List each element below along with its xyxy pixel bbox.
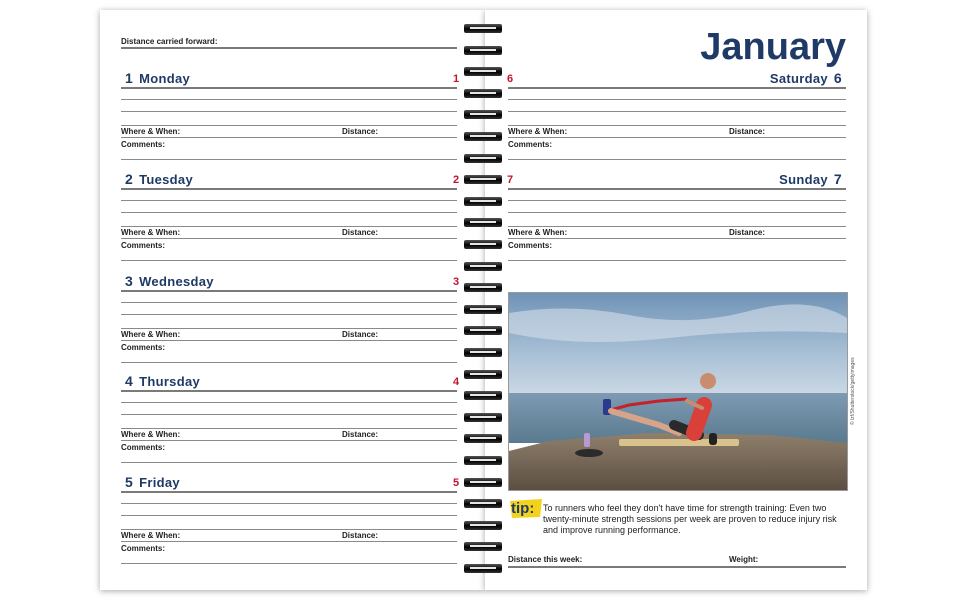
- day-name: Saturday: [769, 71, 828, 86]
- writing-line: [508, 188, 846, 190]
- exercise-photo: [508, 292, 848, 491]
- spiral-coil: [462, 132, 504, 141]
- spiral-binding: [462, 18, 504, 578]
- day-number: 6: [833, 70, 842, 86]
- where-when-line: [121, 137, 457, 138]
- month-title: January: [700, 26, 846, 68]
- day-number: 7: [833, 171, 842, 187]
- tip-badge-label: tip:: [511, 500, 535, 517]
- writing-line: [121, 87, 457, 89]
- day-margin-number: 1: [453, 73, 460, 85]
- exercise-photo-image: [509, 293, 847, 490]
- where-when-label: Where & When:: [121, 430, 181, 439]
- writing-line: [121, 188, 457, 190]
- tip-badge: [508, 499, 542, 517]
- day-margin-number: 6: [507, 73, 514, 85]
- day-name: Tuesday: [139, 172, 193, 187]
- coil-gap: [470, 113, 496, 115]
- spiral-coil: [462, 478, 504, 487]
- writing-line: [121, 125, 457, 126]
- writing-line: [508, 212, 846, 213]
- writing-line: [121, 212, 457, 213]
- writing-line: [121, 362, 457, 363]
- coil-gap: [470, 459, 496, 461]
- coil-gap: [470, 200, 496, 202]
- day-margin-number: 3: [453, 276, 460, 288]
- day-number: 2: [125, 171, 134, 187]
- spiral-coil: [462, 240, 504, 249]
- coil-gap: [470, 178, 496, 180]
- weight-label: Weight:: [729, 555, 759, 564]
- writing-line: [121, 529, 457, 530]
- writing-line: [508, 226, 846, 227]
- coil-gap: [470, 416, 496, 418]
- coil-gap: [470, 373, 496, 375]
- spiral-coil: [462, 89, 504, 98]
- coil-gap: [470, 27, 496, 29]
- coil-gap: [470, 481, 496, 483]
- spiral-coil: [462, 564, 504, 573]
- distance-label: Distance:: [342, 228, 379, 237]
- where-when-label: Where & When:: [508, 127, 568, 136]
- coil-gap: [470, 265, 496, 267]
- distance-label: Distance:: [729, 228, 766, 237]
- where-when-line: [121, 541, 457, 542]
- day-name: Monday: [139, 71, 191, 86]
- spiral-coil: [462, 521, 504, 530]
- writing-line: [508, 99, 846, 100]
- day-title-sunday: [642, 171, 842, 187]
- day-number: 4: [125, 373, 134, 389]
- distance-label: Distance:: [342, 127, 379, 136]
- writing-line: [508, 87, 846, 89]
- writing-line: [121, 226, 457, 227]
- where-when-label: Where & When:: [508, 228, 568, 237]
- coil-gap: [470, 437, 496, 439]
- writing-line: [121, 159, 457, 160]
- tip-text: To runners who feel they don't have time for strength training: Even two twenty-minute strength sessions per week are proven to reduce injury risk and improve running performance.: [543, 503, 837, 535]
- writing-line: [121, 414, 457, 415]
- coil-gap: [470, 545, 496, 547]
- coil-gap: [470, 524, 496, 526]
- distance-label: Distance:: [342, 430, 379, 439]
- where-when-line: [508, 137, 846, 138]
- day-name: Thursday: [139, 374, 201, 389]
- distance-label: Distance:: [342, 531, 379, 540]
- comments-label: Comments:: [508, 241, 553, 250]
- spiral-coil: [462, 456, 504, 465]
- spiral-coil: [462, 154, 504, 163]
- spiral-coil: [462, 283, 504, 292]
- writing-line: [121, 111, 457, 112]
- writing-line: [121, 290, 457, 292]
- writing-line: [508, 159, 846, 160]
- day-margin-number: 2: [453, 174, 460, 186]
- writing-line: [508, 200, 846, 201]
- writing-line: [121, 328, 457, 329]
- spiral-coil: [462, 370, 504, 379]
- where-when-line: [121, 340, 457, 341]
- where-when-line: [121, 238, 457, 239]
- spiral-coil: [462, 391, 504, 400]
- spiral-coil: [462, 305, 504, 314]
- coil-gap: [470, 221, 496, 223]
- day-title-monday: [125, 70, 190, 86]
- where-when-line: [121, 440, 457, 441]
- spiral-coil: [462, 413, 504, 422]
- coil-gap: [470, 70, 496, 72]
- day-margin-number: 4: [453, 376, 460, 388]
- comments-label: Comments:: [121, 140, 166, 149]
- writing-line: [121, 563, 457, 564]
- writing-line: [121, 99, 457, 100]
- spiral-coil: [462, 67, 504, 76]
- spiral-coil: [462, 110, 504, 119]
- spiral-coil: [462, 326, 504, 335]
- day-title-saturday: [642, 70, 842, 86]
- comments-label: Comments:: [121, 443, 166, 452]
- day-name: Sunday: [779, 172, 828, 187]
- writing-line: [121, 200, 457, 201]
- writing-line: [508, 260, 846, 261]
- comments-label: Comments:: [121, 343, 166, 352]
- spiral-coil: [462, 434, 504, 443]
- coil-gap: [470, 567, 496, 569]
- coil-gap: [470, 243, 496, 245]
- spiral-coil: [462, 348, 504, 357]
- spiral-coil: [462, 262, 504, 271]
- writing-line: [121, 302, 457, 303]
- day-title-thursday: [125, 373, 200, 389]
- where-when-label: Where & When:: [121, 330, 181, 339]
- coil-gap: [470, 92, 496, 94]
- where-when-label: Where & When:: [121, 228, 181, 237]
- day-number: 1: [125, 70, 134, 86]
- coil-gap: [470, 157, 496, 159]
- writing-line: [121, 402, 457, 403]
- week-summary-rule: [508, 566, 846, 568]
- day-name: Friday: [139, 475, 180, 490]
- coil-gap: [470, 308, 496, 310]
- where-when-label: Where & When:: [121, 127, 181, 136]
- coil-gap: [470, 49, 496, 51]
- spiral-coil: [462, 46, 504, 55]
- coil-gap: [470, 502, 496, 504]
- carried-forward-rule: [121, 47, 457, 49]
- distance-carried-forward-label: Distance carried forward:: [121, 37, 218, 46]
- coil-gap: [470, 286, 496, 288]
- day-margin-number: 7: [507, 174, 514, 186]
- day-name: Wednesday: [139, 274, 214, 289]
- spiral-coil: [462, 24, 504, 33]
- day-margin-number: 5: [453, 477, 460, 489]
- spiral-coil: [462, 197, 504, 206]
- writing-line: [121, 503, 457, 504]
- writing-line: [121, 515, 457, 516]
- where-when-label: Where & When:: [121, 531, 181, 540]
- spiral-coil: [462, 218, 504, 227]
- writing-line: [121, 428, 457, 429]
- spiral-coil: [462, 542, 504, 551]
- distance-label: Distance:: [729, 127, 766, 136]
- day-title-wednesday: [125, 273, 214, 289]
- spiral-coil: [462, 175, 504, 184]
- where-when-line: [508, 238, 846, 239]
- photo-credit: © lzf/Shutterstock/gettyimages: [850, 357, 856, 425]
- writing-line: [121, 390, 457, 392]
- coil-gap: [470, 329, 496, 331]
- writing-line: [508, 111, 846, 112]
- comments-label: Comments:: [121, 241, 166, 250]
- writing-line: [121, 314, 457, 315]
- writing-line: [121, 491, 457, 493]
- writing-line: [121, 260, 457, 261]
- writing-line: [508, 125, 846, 126]
- spiral-coil: [462, 499, 504, 508]
- day-title-friday: [125, 474, 180, 490]
- day-title-tuesday: [125, 171, 193, 187]
- distance-this-week-label: Distance this week:: [508, 555, 583, 564]
- day-number: 3: [125, 273, 134, 289]
- distance-label: Distance:: [342, 330, 379, 339]
- comments-label: Comments:: [508, 140, 553, 149]
- day-number: 5: [125, 474, 134, 490]
- writing-line: [121, 462, 457, 463]
- coil-gap: [470, 351, 496, 353]
- coil-gap: [470, 135, 496, 137]
- comments-label: Comments:: [121, 544, 166, 553]
- coil-gap: [470, 394, 496, 396]
